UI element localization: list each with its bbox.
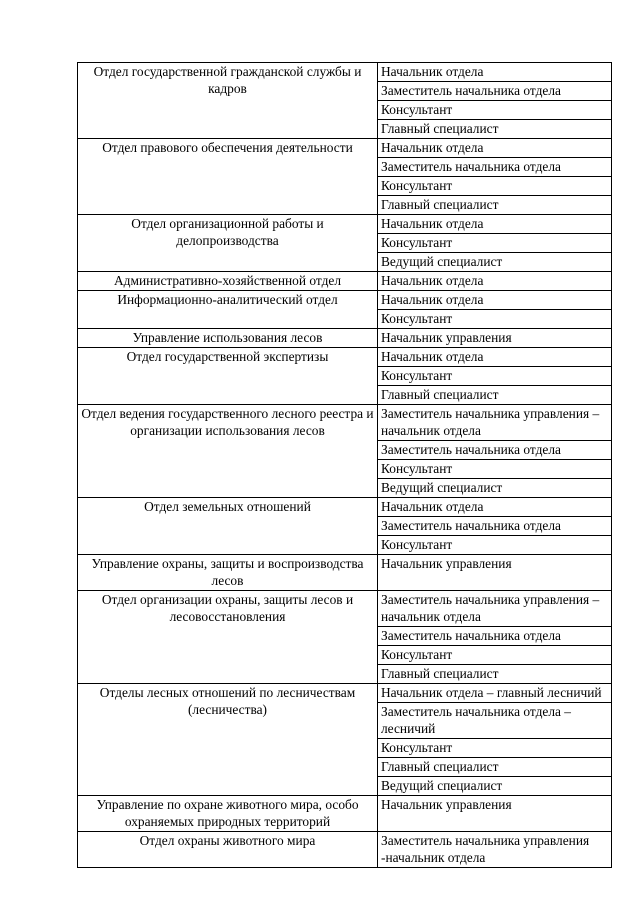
position-cell: Консультант <box>378 460 612 479</box>
position-cell: Начальник отдела <box>378 139 612 158</box>
table-row <box>78 291 612 310</box>
position-cell: Консультант <box>378 646 612 665</box>
department-name-cell: Отдел государственной гражданской службы и кадров <box>78 63 378 139</box>
position-cell: Начальник управления <box>378 796 612 832</box>
position-cell: Начальник отдела <box>378 291 612 310</box>
position-cell: Главный специалист <box>378 758 612 777</box>
table-row <box>78 796 612 832</box>
position-cell: Заместитель начальника отдела <box>378 627 612 646</box>
position-cell: Ведущий специалист <box>378 253 612 272</box>
position-cell: Заместитель начальника отдела <box>378 517 612 536</box>
position-cell: Начальник управления <box>378 555 612 591</box>
table-row <box>78 405 612 441</box>
position-cell: Консультант <box>378 310 612 329</box>
position-cell: Ведущий специалист <box>378 777 612 796</box>
department-name-cell: Управление использования лесов <box>78 329 378 348</box>
position-cell: Заместитель начальника управления – начальник отдела <box>378 591 612 627</box>
position-cell: Начальник отдела <box>378 272 612 291</box>
table-row <box>78 215 612 234</box>
position-cell: Заместитель начальника управления -начальник отдела <box>378 832 612 868</box>
table-row <box>78 329 612 348</box>
department-name-cell: Отдел земельных отношений <box>78 498 378 555</box>
department-name-cell: Информационно-аналитический отдел <box>78 291 378 329</box>
table-row <box>78 498 612 517</box>
table-row <box>78 63 612 82</box>
position-cell: Заместитель начальника отдела <box>378 82 612 101</box>
department-name-cell: Отдел ведения государственного лесного реестра и организации использования лесов <box>78 405 378 498</box>
position-cell: Ведущий специалист <box>378 479 612 498</box>
table-body <box>78 63 612 868</box>
department-name-cell: Отдел организационной работы и делопроизводства <box>78 215 378 272</box>
position-cell: Главный специалист <box>378 386 612 405</box>
table-row <box>78 555 612 591</box>
position-cell: Заместитель начальника отдела – лесничий <box>378 703 612 739</box>
department-name-cell: Отделы лесных отношений по лесничествам (лесничества) <box>78 684 378 796</box>
position-cell: Консультант <box>378 367 612 386</box>
department-name-cell: Отдел правового обеспечения деятельности <box>78 139 378 215</box>
position-cell: Заместитель начальника отдела <box>378 441 612 460</box>
department-name-cell: Отдел организации охраны, защиты лесов и лесовосстановления <box>78 591 378 684</box>
table-row <box>78 139 612 158</box>
table-row <box>78 684 612 703</box>
table-row <box>78 272 612 291</box>
department-name-cell: Управление по охране животного мира, особо охраняемых природных территорий <box>78 796 378 832</box>
position-cell: Начальник отдела – главный лесничий <box>378 684 612 703</box>
position-cell: Консультант <box>378 739 612 758</box>
position-cell: Консультант <box>378 234 612 253</box>
table-row <box>78 591 612 627</box>
position-cell: Консультант <box>378 177 612 196</box>
position-cell: Начальник отдела <box>378 63 612 82</box>
table-row <box>78 832 612 868</box>
position-cell: Начальник отдела <box>378 348 612 367</box>
position-cell: Начальник отдела <box>378 215 612 234</box>
department-name-cell: Управление охраны, защиты и воспроизводства лесов <box>78 555 378 591</box>
position-cell: Главный специалист <box>378 120 612 139</box>
position-cell: Заместитель начальника отдела <box>378 158 612 177</box>
table-row <box>78 348 612 367</box>
staff-positions-table <box>77 62 612 868</box>
position-cell: Главный специалист <box>378 196 612 215</box>
position-cell: Заместитель начальника управления – начальник отдела <box>378 405 612 441</box>
department-name-cell: Отдел охраны животного мира <box>78 832 378 868</box>
position-cell: Консультант <box>378 536 612 555</box>
position-cell: Главный специалист <box>378 665 612 684</box>
department-name-cell: Административно-хозяйственной отдел <box>78 272 378 291</box>
department-name-cell: Отдел государственной экспертизы <box>78 348 378 405</box>
position-cell: Начальник управления <box>378 329 612 348</box>
position-cell: Начальник отдела <box>378 498 612 517</box>
position-cell: Консультант <box>378 101 612 120</box>
